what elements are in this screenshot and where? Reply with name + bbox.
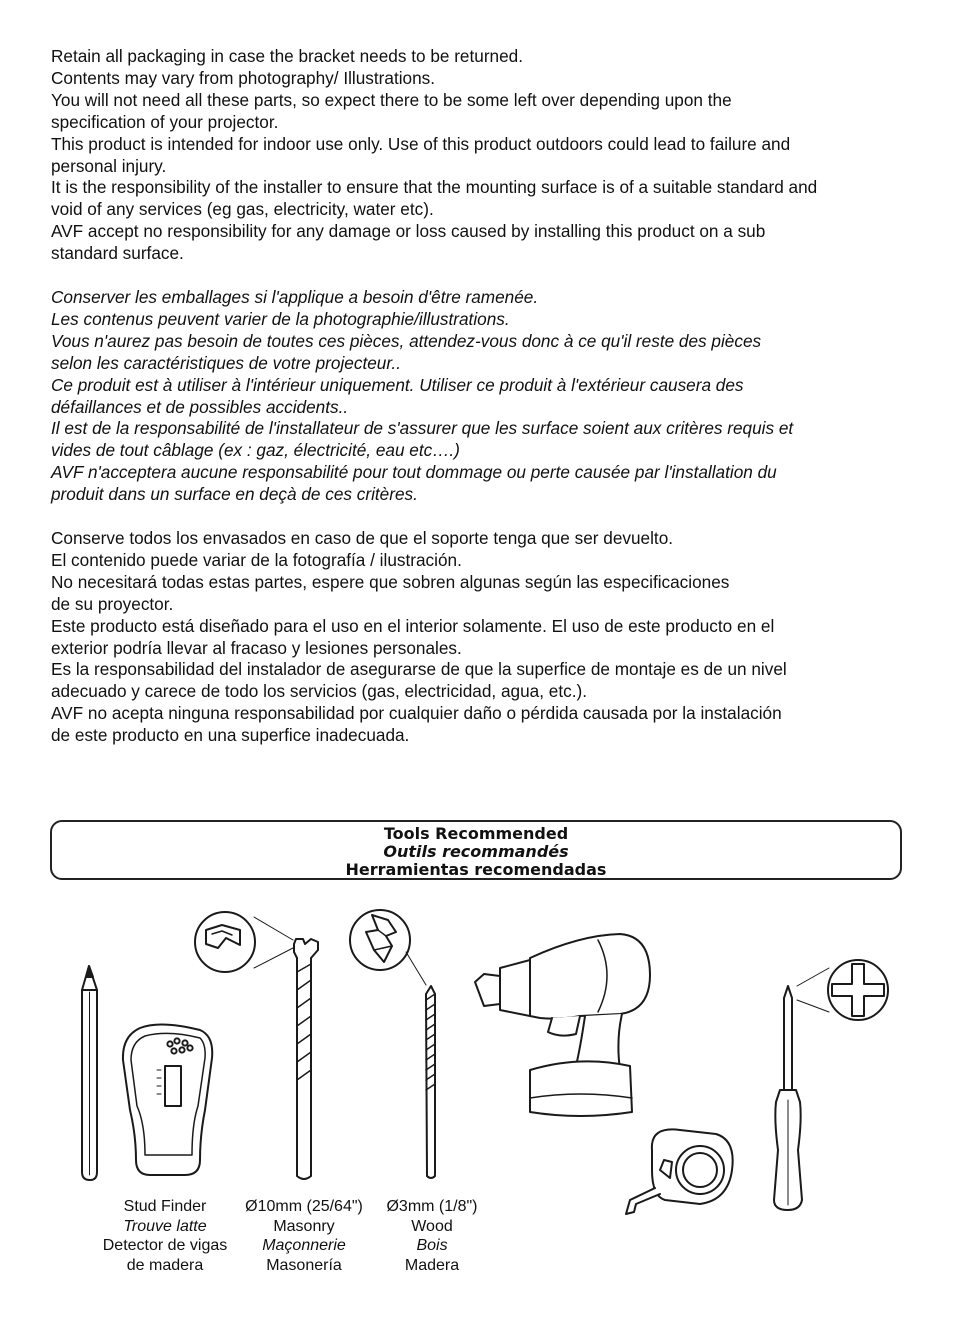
french-line: Ce produit est à utiliser à l'intérieur uniquement. Utiliser ce produit à l'extérieur causera des	[51, 374, 744, 395]
spanish-line: Este producto está diseñado para el uso en el interior solamente. El uso de este producto en el	[51, 615, 775, 636]
spanish-instructions	[51, 528, 931, 747]
wood-bit-caption	[377, 1197, 487, 1275]
english-line: It is the responsibility of the installer to ensure that the mounting surface is of a suitable standard and	[51, 177, 818, 198]
spanish-line: Es la responsabilidad del instalador de asegurarse de que la superfice de montaje es de un nivel	[51, 659, 787, 680]
english-line: personal injury.	[51, 155, 167, 176]
english-line: You will not need all these parts, so expect there to be some left over depending upon the	[51, 89, 732, 110]
english-line: This product is intended for indoor use only. Use of this product outdoors could lead to failure and	[51, 133, 791, 154]
spanish-line: de este producto en una superfice inadecuada.	[51, 725, 410, 746]
wood-bit-label-es: Madera	[404, 1256, 460, 1274]
stud-finder-label-es: Detector de vigas	[102, 1237, 228, 1254]
wood-bit-size: Ø3mm (1/8")	[386, 1198, 478, 1215]
french-instructions	[51, 287, 931, 506]
tools-header-es: Herramientas recomendadas	[345, 860, 607, 879]
masonry-drill-bit-icon	[195, 912, 318, 1179]
french-line: produit dans un surface en deçà de ces critères.	[51, 484, 418, 505]
english-line: specification of your projector.	[51, 111, 279, 132]
french-line: défaillances et de possibles accidents..	[51, 396, 349, 417]
french-line: vides de tout câblage (ex : gaz, électricité, eau etc….)	[51, 440, 460, 461]
french-line: Conserver les emballages si l'applique a besoin d'être ramenée.	[51, 287, 539, 307]
masonry-bit-label-fr: Maçonnerie	[262, 1237, 346, 1254]
spanish-line: El contenido puede variar de la fotografía / ilustración.	[51, 549, 462, 570]
spanish-line: No necesitará todas estas partes, espere que sobren algunas según las especificaciones	[51, 571, 730, 592]
stud-finder-icon	[123, 1024, 212, 1175]
screwdriver-icon	[774, 960, 888, 1210]
masonry-bit-label-en: Masonry	[273, 1217, 335, 1235]
spanish-line: Conserve todos los envasados en caso de que el soporte tenga que ser devuelto.	[51, 528, 674, 548]
tools-header-en: Tools Recommended	[383, 824, 569, 843]
english-instructions	[51, 46, 931, 265]
spanish-line: de su proyector.	[51, 593, 174, 614]
french-line: Vous n'aurez pas besoin de toutes ces pièces, attendez-vous donc à ce qu'il reste des pièces	[51, 330, 762, 351]
tape-measure-icon	[626, 1129, 733, 1214]
spanish-line: AVF no acepta ninguna responsabilidad por cualquier daño o pérdida causada por la instalación	[51, 703, 782, 724]
english-line: void of any services (eg gas, electricity, water etc).	[51, 199, 434, 220]
english-line: AVF accept no responsibility for any damage or loss caused by installing this product on a sub	[51, 221, 766, 242]
pencil-icon	[82, 966, 97, 1180]
cordless-drill-icon	[475, 934, 650, 1116]
tools-illustration	[0, 890, 954, 1220]
stud-finder-label-fr: Trouve latte	[123, 1217, 207, 1235]
stud-finder-label-en: Stud Finder	[123, 1198, 207, 1215]
masonry-bit-size: Ø10mm (25/64")	[245, 1198, 363, 1215]
english-line: Retain all packaging in case the bracket needs to be returned.	[51, 46, 524, 66]
english-line: Contents may vary from photography/ Illustrations.	[51, 67, 436, 88]
spanish-line: exterior podría llevar al fracaso y lesiones personales.	[51, 637, 462, 658]
stud-finder-label-es-2: de madera	[126, 1256, 204, 1274]
masonry-bit-label-es: Masonería	[266, 1256, 342, 1274]
wood-bit-label-en: Wood	[411, 1217, 453, 1235]
french-line: AVF n'acceptera aucune responsabilité pour tout dommage ou perte causée par l'installation du	[51, 462, 777, 483]
french-line: Les contenus peuvent varier de la photographie/illustrations.	[51, 308, 510, 329]
tools-header-fr: Outils recommandés	[383, 842, 569, 861]
masonry-bit-caption	[234, 1197, 374, 1275]
spanish-line: adecuado y carece de todo los servicios (gas, electricidad, agua, etc.).	[51, 681, 587, 702]
wood-bit-label-fr: Bois	[416, 1237, 448, 1254]
english-line: standard surface.	[51, 243, 184, 264]
stud-finder-caption	[85, 1197, 245, 1275]
french-line: Il est de la responsabilité de l'installateur de s'assurer que les surface soient aux critères requis et	[51, 418, 794, 439]
tools-recommended-header	[50, 820, 902, 880]
french-line: selon les caractéristiques de votre projecteur..	[51, 352, 401, 373]
wood-drill-bit-icon	[350, 910, 435, 1178]
